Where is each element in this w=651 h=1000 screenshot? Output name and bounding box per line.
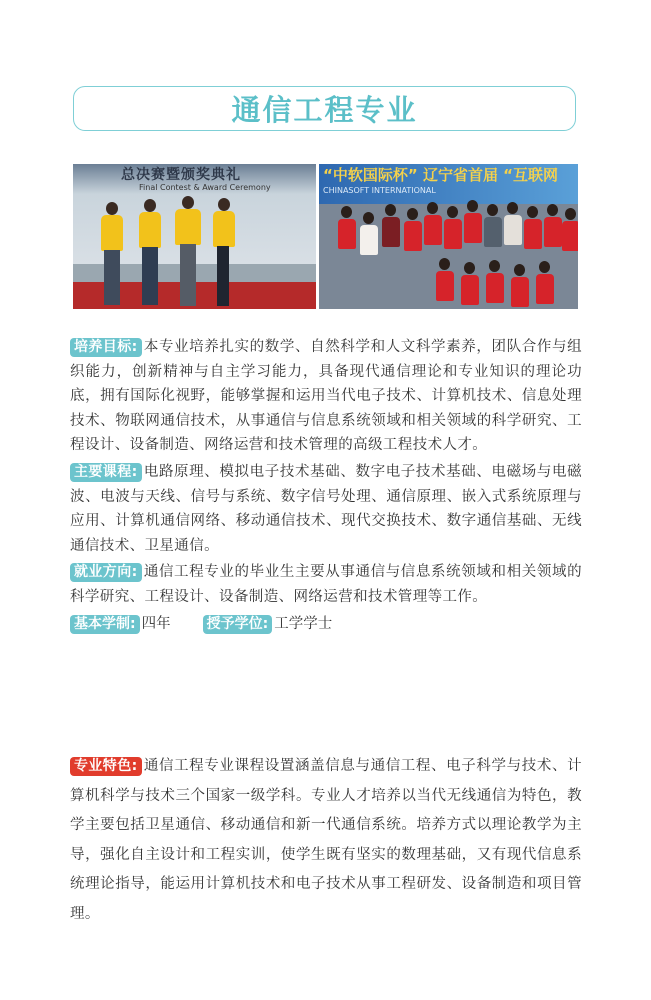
photo-right-banner: “中软国际杯” 辽宁省首届 “互联网: [323, 166, 559, 184]
major-details: [70, 335, 582, 636]
duration-tag: 基本学制:: [70, 615, 140, 634]
photo-right-subtitle: CHINASOFT INTERNATIONAL: [323, 186, 436, 195]
duration-degree-row: [70, 612, 582, 637]
competition-group-photo: [319, 164, 578, 309]
photo-left-subtitle: Final Contest & Award Ceremony: [139, 183, 271, 192]
goal-paragraph: [70, 335, 582, 458]
photo-left-banner: 总决赛暨颁奖典礼: [121, 167, 241, 183]
feature-tag: 专业特色:: [70, 757, 142, 776]
career-text: 通信工程专业的毕业生主要从事通信与信息系统领域和相关领域的科学研究、工程设计、设备制造、网络运营和技术管理等工作。: [70, 564, 582, 605]
degree-text: 工学学士: [274, 615, 333, 632]
career-paragraph: [70, 560, 582, 609]
courses-tag: 主要课程:: [70, 463, 142, 482]
courses-paragraph: [70, 460, 582, 558]
feature-text: 通信工程专业课程设置涵盖信息与通信工程、电子科学与技术、计算机科学与技术三个国家一级学科。专业人才培养以当代无线通信为特色，教学主要包括卫星通信、移动通信和新一代通信系统。培养方式以理论教学为主导，强化自主设计和工程实训，使学生既有坚实的数理基础，又有现代信息系统理论指导，能运用计算机技术和电子技术从事工程研发、设备制造和项目管理。: [70, 758, 582, 922]
title-box: [73, 86, 576, 131]
photo-strip: [73, 164, 578, 309]
goal-tag: 培养目标:: [70, 338, 142, 357]
duration-text: 四年: [141, 615, 171, 632]
career-tag: 就业方向:: [70, 563, 142, 582]
courses-text: 电路原理、模拟电子技术基础、数字电子技术基础、电磁场与电磁波、电波与天线、信号与系统、数字信号处理、通信原理、嵌入式系统原理与应用、计算机通信网络、移动通信技术、现代交换技术、数字通信基础、无线通信技术、卫星通信。: [70, 463, 582, 554]
feature-paragraph: [70, 752, 582, 930]
page-title: 通信工程专业: [231, 93, 418, 127]
degree-tag: 授予学位:: [203, 615, 273, 634]
award-ceremony-photo: [73, 164, 316, 309]
feature-section: [70, 752, 582, 930]
goal-text: 本专业培养扎实的数学、自然科学和人文科学素养，团队合作与组织能力，创新精神与自主学习能力，具备现代通信理论和专业知识的理论功底，拥有国际化视野，能够掌握和运用当代电子技术、计算机技术、信息处理技术、物联网通信技术，从事通信与信息系统领域和相关领域的科学研究、工程设计、设备制造、网络运营和技术管理的高级工程技术人才。: [70, 339, 582, 454]
